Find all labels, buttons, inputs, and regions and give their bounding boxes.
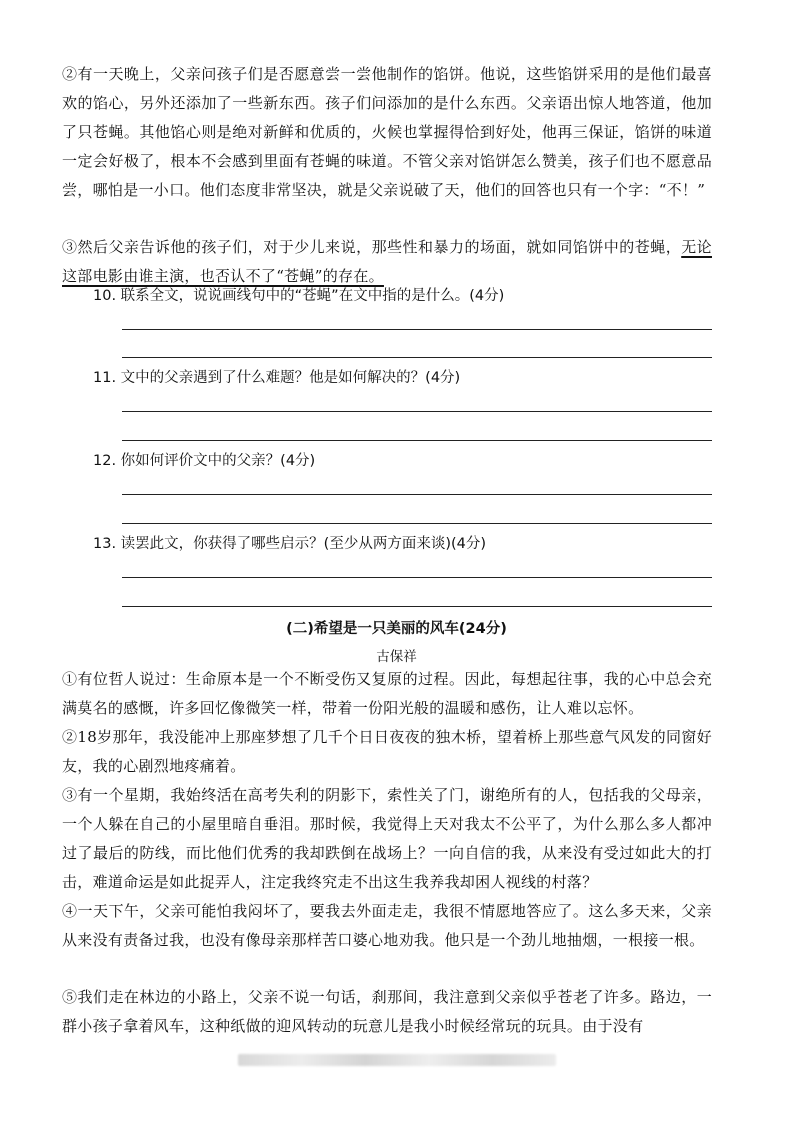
- question-13: 13. 读罢此文，你获得了哪些启示？(至少从两方面来谈)(4分): [93, 536, 487, 552]
- question-12: 12. 你如何评价文中的父亲？(4分): [93, 453, 316, 469]
- answer-line[interactable]: [122, 577, 712, 578]
- answer-line[interactable]: [122, 494, 712, 495]
- answer-line[interactable]: [122, 329, 712, 330]
- essay-paragraph-2: ②18岁那年，我没能冲上那座梦想了几千个日日夜夜的独木桥，望着桥上那些意气风发的同窗好友，我的心剧烈地疼痛着。: [62, 728, 712, 775]
- paragraph-3-text: ③然后父亲告诉他的孩子们，对于少儿来说，那些性和暴力的场面，就如同馅饼中的苍蝇，: [62, 238, 682, 256]
- author-name: 古保祥: [376, 649, 417, 665]
- answer-line[interactable]: [122, 606, 712, 607]
- question-11: 11. 文中的父亲遇到了什么难题？他是如何解决的？(4分): [93, 370, 461, 386]
- answer-line[interactable]: [122, 440, 712, 441]
- question-10: 10. 联系全文，说说画线句中的“苍蝇”在文中指的是什么。(4分): [93, 288, 505, 304]
- passage-paragraph-2: ②有一天晚上，父亲问孩子们是否愿意尝一尝他制作的馅饼。他说，这些馅饼采用的是他们最喜欢的馅心，另外还添加了一些新东西。孩子们问添加的是什么东西。父亲语出惊人地答道，他加了只苍蝇。其他馅心则是绝对新鲜和优质的，火候也掌握得恰到好处，他再三保证，馅饼的味道一定会好极了，根本不会感到里面有苍蝇的味道。不管父亲对馅饼怎么赞美，孩子们也不愿意品尝，哪怕是一小口。他们态度非常坚决，就是父亲说破了天，他们的回答也只有一个字：“不！”: [62, 65, 712, 199]
- underlined-sentence: 无论这部电影由谁主演，也否认不了“苍蝇”的存在。: [62, 238, 712, 285]
- essay-paragraph-4: ④一天下午，父亲可能怕我闷坏了，要我去外面走走，我很不情愿地答应了。这么多天来，父亲从来没有责备过我，也没有像母亲那样苦口婆心地劝我。他只是一个劲儿地抽烟，一根接一根。: [62, 902, 712, 949]
- essay-paragraph-1: ①有位哲人说过：生命原本是一个不断受伤又复原的过程。因此，每想起往事，我的心中总会充满莫名的感慨，许多回忆像微笑一样，带着一份阳光般的温暖和感伤，让人难以忘怀。: [62, 670, 712, 717]
- answer-line[interactable]: [122, 523, 712, 524]
- answer-line[interactable]: [122, 411, 712, 412]
- answer-line[interactable]: [122, 357, 712, 358]
- passage-paragraph-3: [62, 233, 712, 291]
- section-title: (二)希望是一只美丽的风车(24分): [286, 621, 507, 637]
- blurred-footer-watermark: [238, 1054, 556, 1066]
- essay-paragraph-5: ⑤我们走在林边的小路上，父亲不说一句话，刹那间，我注意到父亲似乎苍老了许多。路边，一群小孩子拿着风车，这种纸做的迎风转动的玩意儿是我小时候经常玩的玩具。由于没有: [62, 988, 712, 1035]
- essay-paragraph-3: ③有一个星期，我始终活在高考失利的阴影下，索性关了门，谢绝所有的人，包括我的父母亲，一个人躲在自己的小屋里暗自垂泪。那时候，我觉得上天对我太不公平了，为什么那么多人都冲过了最后的防线，而比他们优秀的我却跌倒在战场上？一向自信的我，从来没有受过如此大的打击，难道命运是如此捉弄人，注定我终究走不出这生我养我却困人视线的村落？: [62, 786, 712, 891]
